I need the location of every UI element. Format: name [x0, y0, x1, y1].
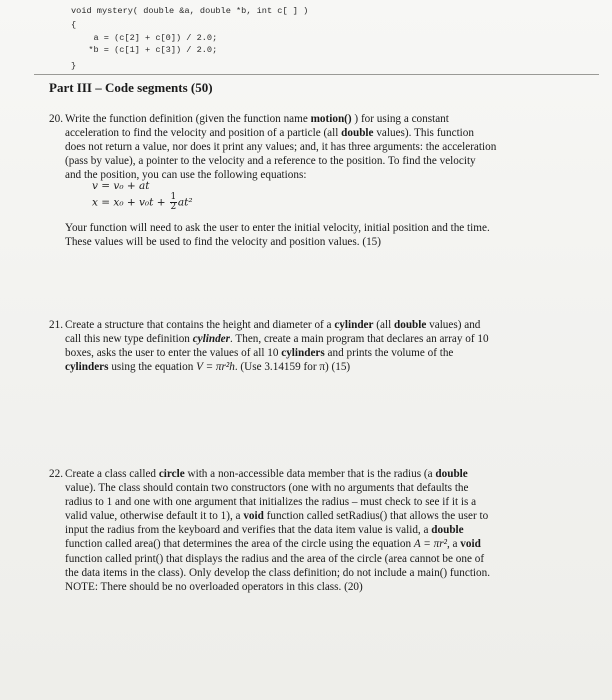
code-line-open-brace: { [71, 20, 77, 30]
question-20: 20. Write the function definition (given the function name motion() ) for using a constant acceleration to find the velocity and position of a particle (all double values). This function does not return a value, nor does it print any values; and, it has three arguments: the acceleration (pass by value), a pointer to the velocity and a reference to the position. To find the velocity and the position, you can use the following equations: [49, 113, 497, 182]
position-equation: x = x₀ + v₀t + $\frac{1}{2}$ at² [92, 192, 193, 212]
question-21: 21. Create a structure that contains the height and diameter of a cylinder (all double values) and call this new type definition cylinder. Then, create a main program that declares an array of 10 boxes, asks the user to enter the values of all 10 cylinders and prints the volume of the cylinders using the equation V = πr²h. (Use 3.14159 for π) (15) [49, 319, 489, 374]
area-equation: A = πr² [413, 538, 447, 551]
question-number: 21. [49, 319, 63, 331]
question-20-closing: Your function will need to ask the user to enter the initial velocity, initial position and the time. These values will be used to find the velocity and position values. (15) [65, 222, 490, 249]
code-line-a-assign: a = (c[2] + c[0]) / 2.0; [78, 33, 218, 43]
velocity-equation: v = v₀ + at [92, 180, 150, 192]
volume-equation: V = πr²h [196, 361, 235, 374]
code-line-close-brace: } [71, 61, 77, 71]
fraction-one-half: $\frac{1}{2}$ [170, 192, 177, 212]
question-22: 22. Create a class called circle with a non-accessible data member that is the radius (a double value). The class should contain two constructors (one with no arguments that defaults the radius to 1 and one with one argument that initializes the radius – must check to see if it is a valid value, otherwise default it to 1), a void function called setRadius() that allows the user to input the radius from the keyboard and verifies that the data item value is valid, a double function called area() that determines the area of the circle using the equation A = πr², a void function called print() that displays the radius and the area of the circle (area cannot be one of the data items in the class). Only develop the class definition; do not include a main() function. NOTE: There should be no overloaded operators in this class. (20) [49, 468, 491, 593]
code-line-b-assign: *b = (c[1] + c[3]) / 2.0; [78, 45, 218, 55]
part-title: Part III – Code segments (50) [49, 80, 213, 95]
section-divider [34, 74, 599, 75]
question-number: 22. [49, 468, 63, 480]
code-line-signature: void mystery( double &a, double *b, int c[ ] ) [71, 6, 309, 16]
question-number: 20. [49, 113, 63, 125]
